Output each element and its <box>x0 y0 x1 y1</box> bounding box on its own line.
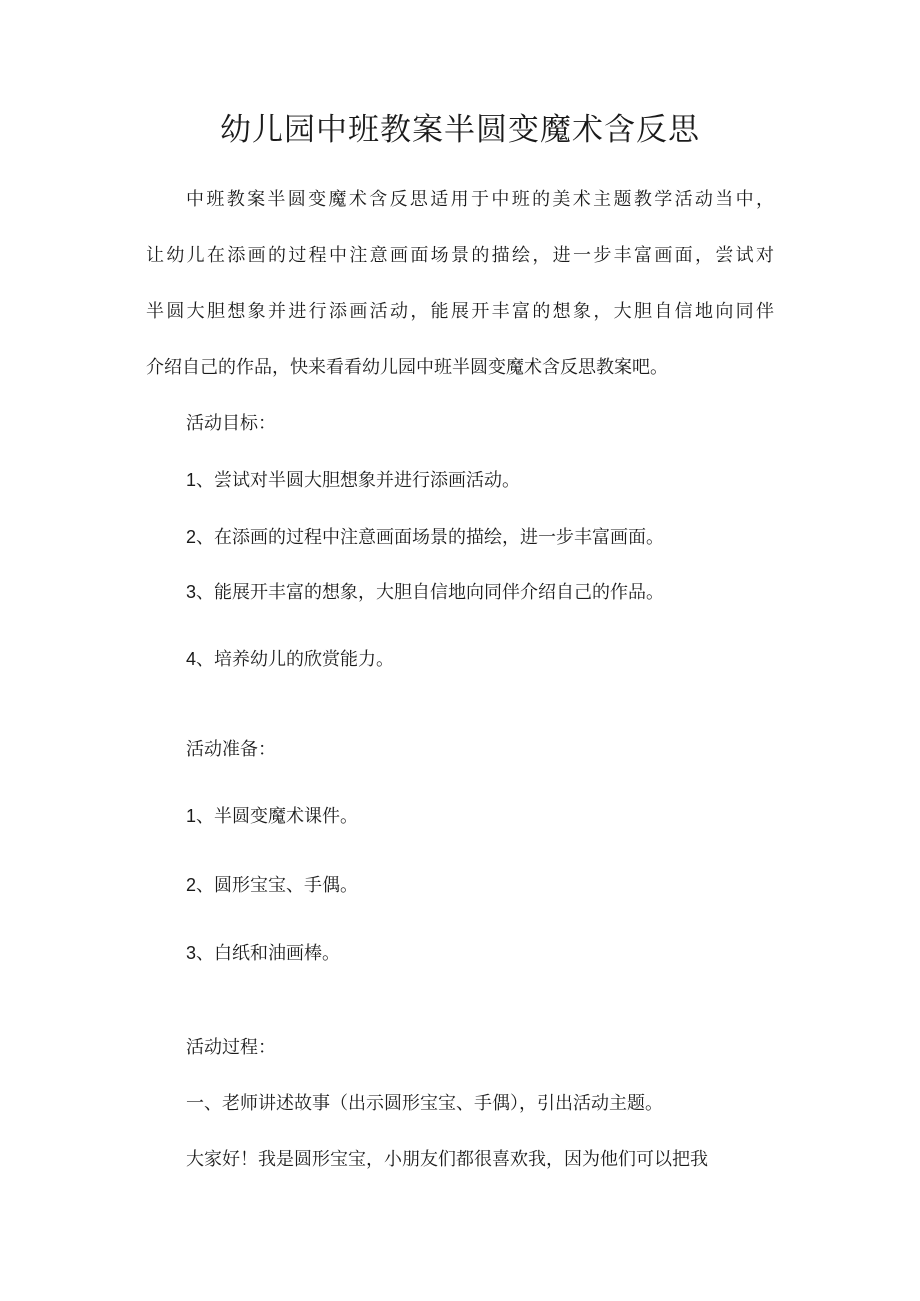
prep-item <box>186 873 358 898</box>
goal-text: 、培养幼儿的欣赏能力。 <box>196 649 395 670</box>
goal-item <box>186 525 664 550</box>
prep-item <box>186 941 340 966</box>
goal-number: 2 <box>186 527 197 547</box>
intro-line-3: 半圆大胆想象并进行添画活动，能展开丰富的想象，大胆自信地向同伴 <box>146 301 774 322</box>
goal-text: 、在添画的过程中注意画面场景的描绘，进一步丰富画面。 <box>196 527 665 548</box>
goal-number: 4 <box>186 649 197 669</box>
intro-line-1: 中班教案半圆变魔术含反思适用于中班的美术主题教学活动当中， <box>186 189 774 210</box>
goal-item <box>186 468 520 493</box>
prep-number: 1 <box>186 806 197 826</box>
prep-number: 2 <box>186 875 197 895</box>
intro-line-4: 介绍自己的作品，快来看看幼儿园中班半圆变魔术含反思教案吧。 <box>146 357 668 378</box>
goal-number: 3 <box>186 582 197 602</box>
prep-item <box>186 804 358 829</box>
prep-heading: 活动准备： <box>186 739 276 760</box>
prep-number: 3 <box>186 943 197 963</box>
goal-text: 、能展开丰富的想象，大胆自信地向同伴介绍自己的作品。 <box>196 582 665 603</box>
goal-item <box>186 647 394 672</box>
prep-text: 、圆形宝宝、手偶。 <box>196 875 359 896</box>
goal-item <box>186 580 664 605</box>
intro-line-2: 让幼儿在添画的过程中注意画面场景的描绘，进一步丰富画面，尝试对 <box>146 245 774 266</box>
process-paragraph: 大家好！我是圆形宝宝，小朋友们都很喜欢我，因为他们可以把我 <box>186 1149 708 1170</box>
process-step-1: 一、老师讲述故事（出示圆形宝宝、手偶），引出活动主题。 <box>186 1093 663 1114</box>
document-title: 幼儿园中班教案半圆变魔术含反思 <box>220 112 700 148</box>
goals-heading: 活动目标： <box>186 413 276 434</box>
goal-text: 、尝试对半圆大胆想象并进行添画活动。 <box>196 470 521 491</box>
goal-number: 1 <box>186 470 197 490</box>
prep-text: 、白纸和油画棒。 <box>196 943 341 964</box>
prep-text: 、半圆变魔术课件。 <box>196 806 359 827</box>
process-heading: 活动过程： <box>186 1037 276 1058</box>
